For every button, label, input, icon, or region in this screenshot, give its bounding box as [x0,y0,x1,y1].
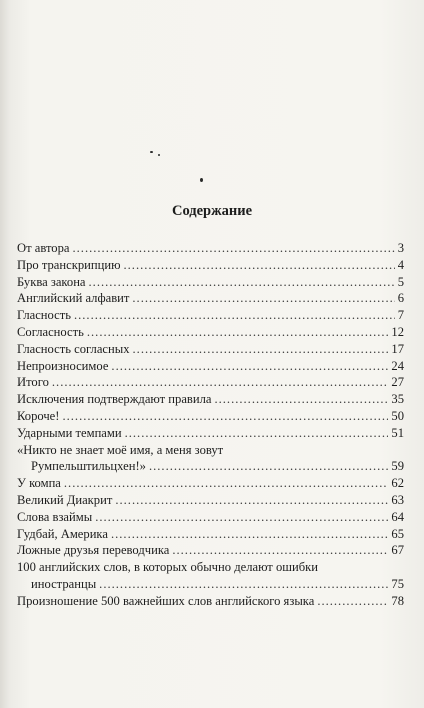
toc-entry-title: Английский алфавит [17,291,130,306]
toc-page-number: 64 [391,509,404,524]
toc-page-number: 12 [391,324,404,339]
toc-entry [17,526,404,543]
toc-dot-leader [172,542,388,559]
toc-page-number: 51 [391,425,404,440]
toc-entry-title: У компа [17,476,61,491]
toc-dot-leader [64,475,389,492]
toc-entry-title: Гласность согласных [17,341,130,356]
toc-entry-title: Ударными темпами [17,425,122,440]
print-speck [200,178,203,182]
toc-entry-title: Итого [17,375,49,390]
toc-entry [17,408,404,425]
toc-dot-leader [124,257,395,274]
toc-dot-leader [317,593,388,610]
toc-entry [17,257,404,274]
print-speck [158,154,160,156]
toc-page-number: 35 [391,392,404,407]
toc-page-number: 75 [391,576,404,591]
toc-entry-title: Слова взаймы [17,509,93,524]
toc-entry [17,593,404,610]
toc-dot-leader [111,526,388,543]
toc-entry-title: Исключения подтверждают правила [17,392,212,407]
toc-page-number: 17 [391,341,404,356]
toc-entry [17,425,404,442]
toc-entry [17,274,404,291]
toc-dot-leader [74,307,395,324]
toc-dot-leader [95,509,388,526]
toc-dot-leader [149,458,388,475]
toc-entry-title-continued: Румпельштильцхен!» [31,459,146,474]
toc-page-number: 24 [391,358,404,373]
toc-page-number: 7 [397,308,404,323]
toc-page-number: 4 [397,257,404,272]
toc-page-number: 6 [397,291,404,306]
toc-page-number: 5 [397,274,404,289]
toc-entry [17,542,404,559]
toc-page-number: 3 [397,241,404,255]
toc-entry [17,324,404,341]
print-speck [150,151,153,153]
toc-entry [17,492,404,509]
toc-entry-title: Буква закона [17,274,86,289]
toc-entry-title: Согласность [17,324,84,339]
toc-dot-leader [132,290,394,307]
toc-dot-leader [62,408,388,425]
toc-entry-title: От автора [17,241,70,255]
toc-dot-leader [133,341,389,358]
toc-dot-leader [89,274,395,291]
toc-entry [17,240,404,257]
toc-entry-title: Великий Диакрит [17,492,113,507]
toc-page-number: 62 [391,476,404,491]
toc-entry-title: Произношение 500 важнейших слов английского языка [17,593,315,608]
toc-page-number: 59 [391,459,404,474]
toc-page-number: 63 [391,492,404,507]
toc-entry [17,559,404,593]
toc-page-number: 50 [391,408,404,423]
toc-page-number: 27 [391,375,404,390]
toc-entry-title: Гласность [17,308,71,323]
table-of-contents [17,240,404,610]
toc-dot-leader [111,358,388,375]
toc-dot-leader [214,391,388,408]
toc-entry-title: «Никто не знает моё имя, а меня зовут [17,442,224,457]
toc-entry [17,307,404,324]
toc-dot-leader [87,324,389,341]
toc-page-number: 65 [391,526,404,541]
toc-entry-title-continued: иностранцы [31,576,97,591]
toc-entry [17,290,404,307]
toc-page-number: 78 [391,593,404,608]
toc-entry-title: Короче! [17,408,60,423]
toc-entry [17,374,404,391]
toc-dot-leader [73,240,395,257]
toc-entry-title: Непроизносимое [17,358,109,373]
toc-dot-leader [52,374,389,391]
toc-entry [17,341,404,358]
toc-entry [17,358,404,375]
toc-entry [17,475,404,492]
toc-entry [17,391,404,408]
toc-dot-leader [99,576,388,593]
toc-entry-title: 100 английских слов, в которых обычно делают ошибки [17,560,318,575]
toc-dot-leader [115,492,388,509]
page-title: Содержание [171,203,253,219]
toc-entry-title: Ложные друзья переводчика [17,543,170,558]
toc-entry-title: Гудбай, Америка [17,526,108,541]
toc-dot-leader [125,425,389,442]
toc-entry [17,509,404,526]
toc-entry-title: Про транскрипцию [17,257,121,272]
toc-page-number: 67 [391,543,404,558]
toc-entry [17,442,404,476]
